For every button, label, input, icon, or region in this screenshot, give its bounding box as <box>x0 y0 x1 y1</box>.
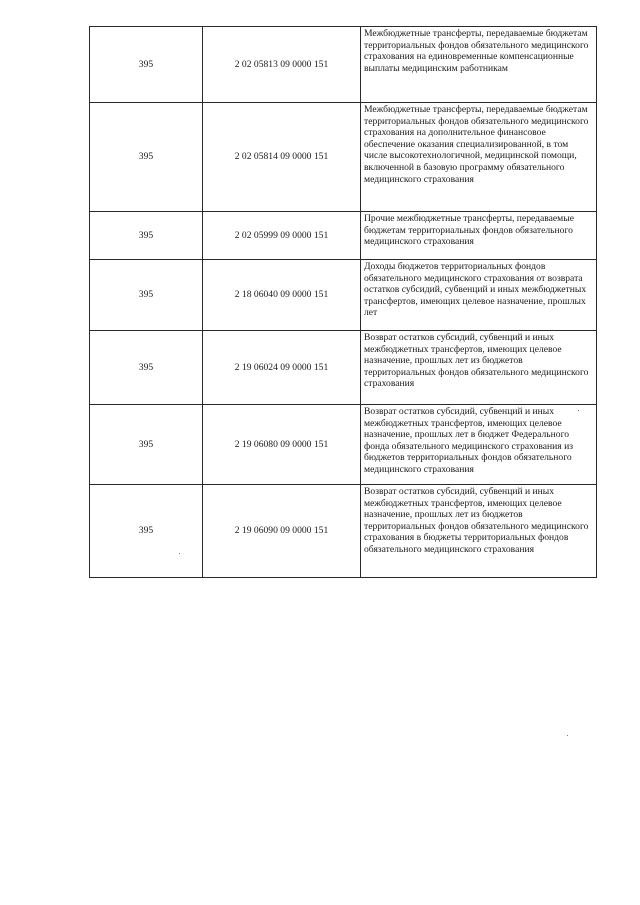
admin-code-cell: 395 <box>90 485 203 578</box>
budget-code-cell: 2 19 06090 09 0000 151 <box>203 485 361 578</box>
description-cell: Межбюджетные трансферты, передаваемые бюджетам территориальных фондов обязательного медицинского страхования на дополнительное финансовое обеспечение оказания специализированной, в том числе высокотехнологичной, медицинской помощи, включенной в базовую программу обязательного медицинского страхования <box>361 103 597 212</box>
description-cell: Доходы бюджетов территориальных фондов обязательного медицинского страхования от возврата остатков субсидий, субвенций и иных межбюджетных трансфертов, имеющих целевое назначение, прошлых лет <box>361 260 597 331</box>
table-row <box>90 405 597 485</box>
table-row <box>90 103 597 212</box>
table-row <box>90 260 597 331</box>
budget-code-cell: 2 19 06080 09 0000 151 <box>203 405 361 485</box>
budget-code-cell: 2 18 06040 09 0000 151 <box>203 260 361 331</box>
budget-code-cell: 2 02 05999 09 0000 151 <box>203 212 361 260</box>
budget-codes-table <box>89 26 597 578</box>
admin-code-cell: 395 <box>90 27 203 103</box>
admin-code-cell: 395 <box>90 212 203 260</box>
scan-speck <box>578 410 579 411</box>
description-cell: Прочие межбюджетные трансферты, передаваемые бюджетам территориальных фондов обязательного медицинского страхования <box>361 212 597 260</box>
budget-code-cell: 2 02 05813 09 0000 151 <box>203 27 361 103</box>
description-cell: Возврат остатков субсидий, субвенций и иных межбюджетных трансфертов, имеющих целевое назначение, прошлых лет из бюджетов территориальных фондов обязательного медицинского страхования <box>361 331 597 405</box>
admin-code-cell: 395 <box>90 103 203 212</box>
budget-code-cell: 2 02 05814 09 0000 151 <box>203 103 361 212</box>
admin-code-cell: 395 <box>90 405 203 485</box>
table-row <box>90 485 597 578</box>
description-cell: Возврат остатков субсидий, субвенций и иных межбюджетных трансфертов, имеющих целевое назначение, прошлых лет в бюджет Федерального фонда обязательного медицинского страхования из бюджетов территориальных фондов обязательного медицинского страхования <box>361 405 597 485</box>
description-cell: Возврат остатков субсидий, субвенций и иных межбюджетных трансфертов, имеющих целевое назначение, прошлых лет из бюджетов территориальных фондов обязательного медицинского страхования в бюджеты территориальных фондов обязательного медицинского страхования <box>361 485 597 578</box>
budget-code-cell: 2 19 06024 09 0000 151 <box>203 331 361 405</box>
admin-code-cell: 395 <box>90 260 203 331</box>
scan-speck <box>179 553 180 554</box>
scan-speck <box>567 735 568 736</box>
table-row <box>90 212 597 260</box>
admin-code-cell: 395 <box>90 331 203 405</box>
table-row <box>90 331 597 405</box>
description-cell: Межбюджетные трансферты, передаваемые бюджетам территориальных фондов обязательного медицинского страхования на единовременные компенсационные выплаты медицинским работникам <box>361 27 597 103</box>
table-row <box>90 27 597 103</box>
